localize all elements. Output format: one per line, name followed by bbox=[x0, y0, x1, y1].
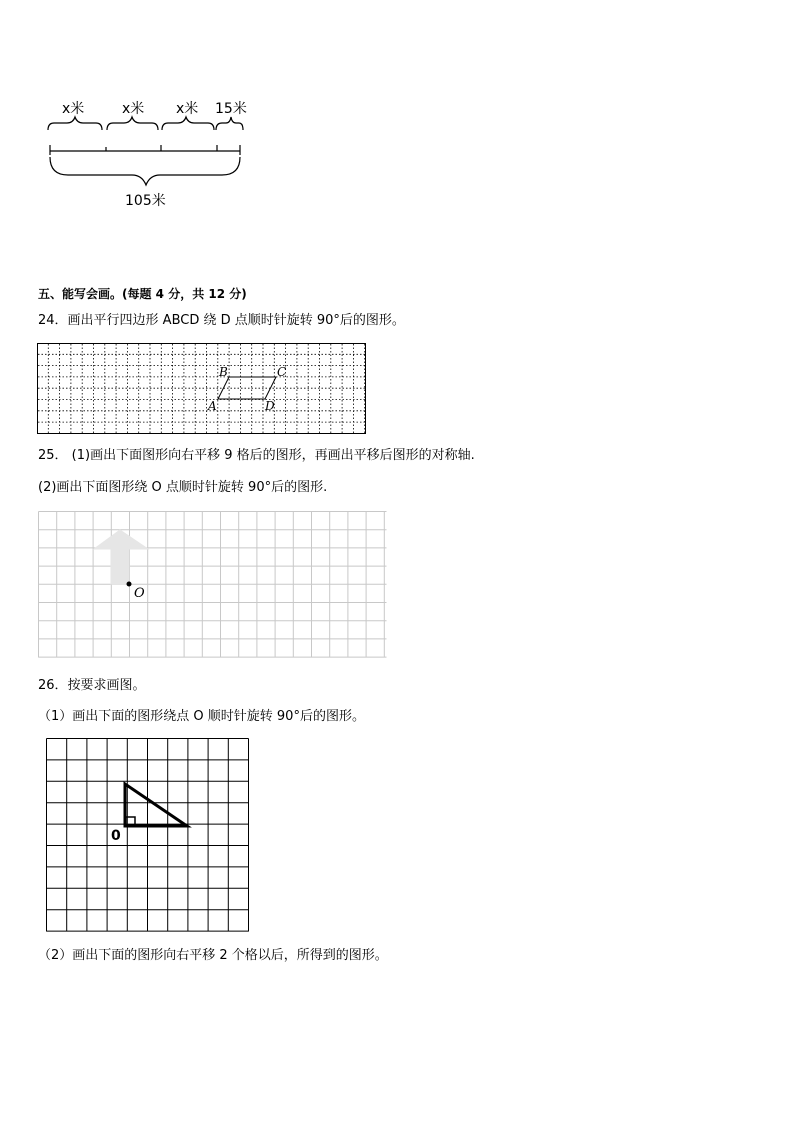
question-26-sub2: （2）画出下面的图形向右平移 2 个格以后，所得到的图形。 bbox=[38, 948, 388, 963]
section-heading: 五、能写会画。(每题 4 分，共 12 分) bbox=[38, 287, 247, 301]
question-25-part2: (2)画出下面图形绕 O 点顺时针旋转 90°后的图形. bbox=[38, 480, 328, 495]
point-label-o: O bbox=[134, 586, 145, 601]
label-15m: 15米 bbox=[215, 101, 247, 117]
label-total: 105米 bbox=[125, 193, 166, 209]
q24-grid bbox=[37, 343, 367, 435]
question-24-text: 24．画出平行四边形 ABCD 绕 D 点顺时针旋转 90°后的图形。 bbox=[38, 313, 405, 328]
question-26-text: 26．按要求画图。 bbox=[38, 678, 146, 693]
point-label-b: B bbox=[219, 365, 228, 379]
q26-grid bbox=[46, 738, 250, 933]
point-o bbox=[127, 582, 132, 587]
point-label-a: A bbox=[208, 399, 217, 413]
q25-grid bbox=[38, 511, 388, 659]
point-label-c: C bbox=[277, 365, 287, 379]
parallelogram-abcd bbox=[218, 377, 276, 399]
question-25-part1: 25． (1)画出下面图形向右平移 9 格后的图形，再画出平移后图形的对称轴. bbox=[38, 448, 475, 463]
segment-diagram bbox=[40, 95, 260, 215]
point-label-zero: 0 bbox=[111, 828, 121, 844]
label-x3: x米 bbox=[176, 101, 199, 117]
question-26-sub1: （1）画出下面的图形绕点 O 顺时针旋转 90°后的图形。 bbox=[38, 709, 365, 724]
label-x2: x米 bbox=[122, 101, 145, 117]
label-x1: x米 bbox=[62, 101, 85, 117]
point-label-d: D bbox=[265, 399, 275, 413]
arrow-shape bbox=[94, 530, 148, 584]
